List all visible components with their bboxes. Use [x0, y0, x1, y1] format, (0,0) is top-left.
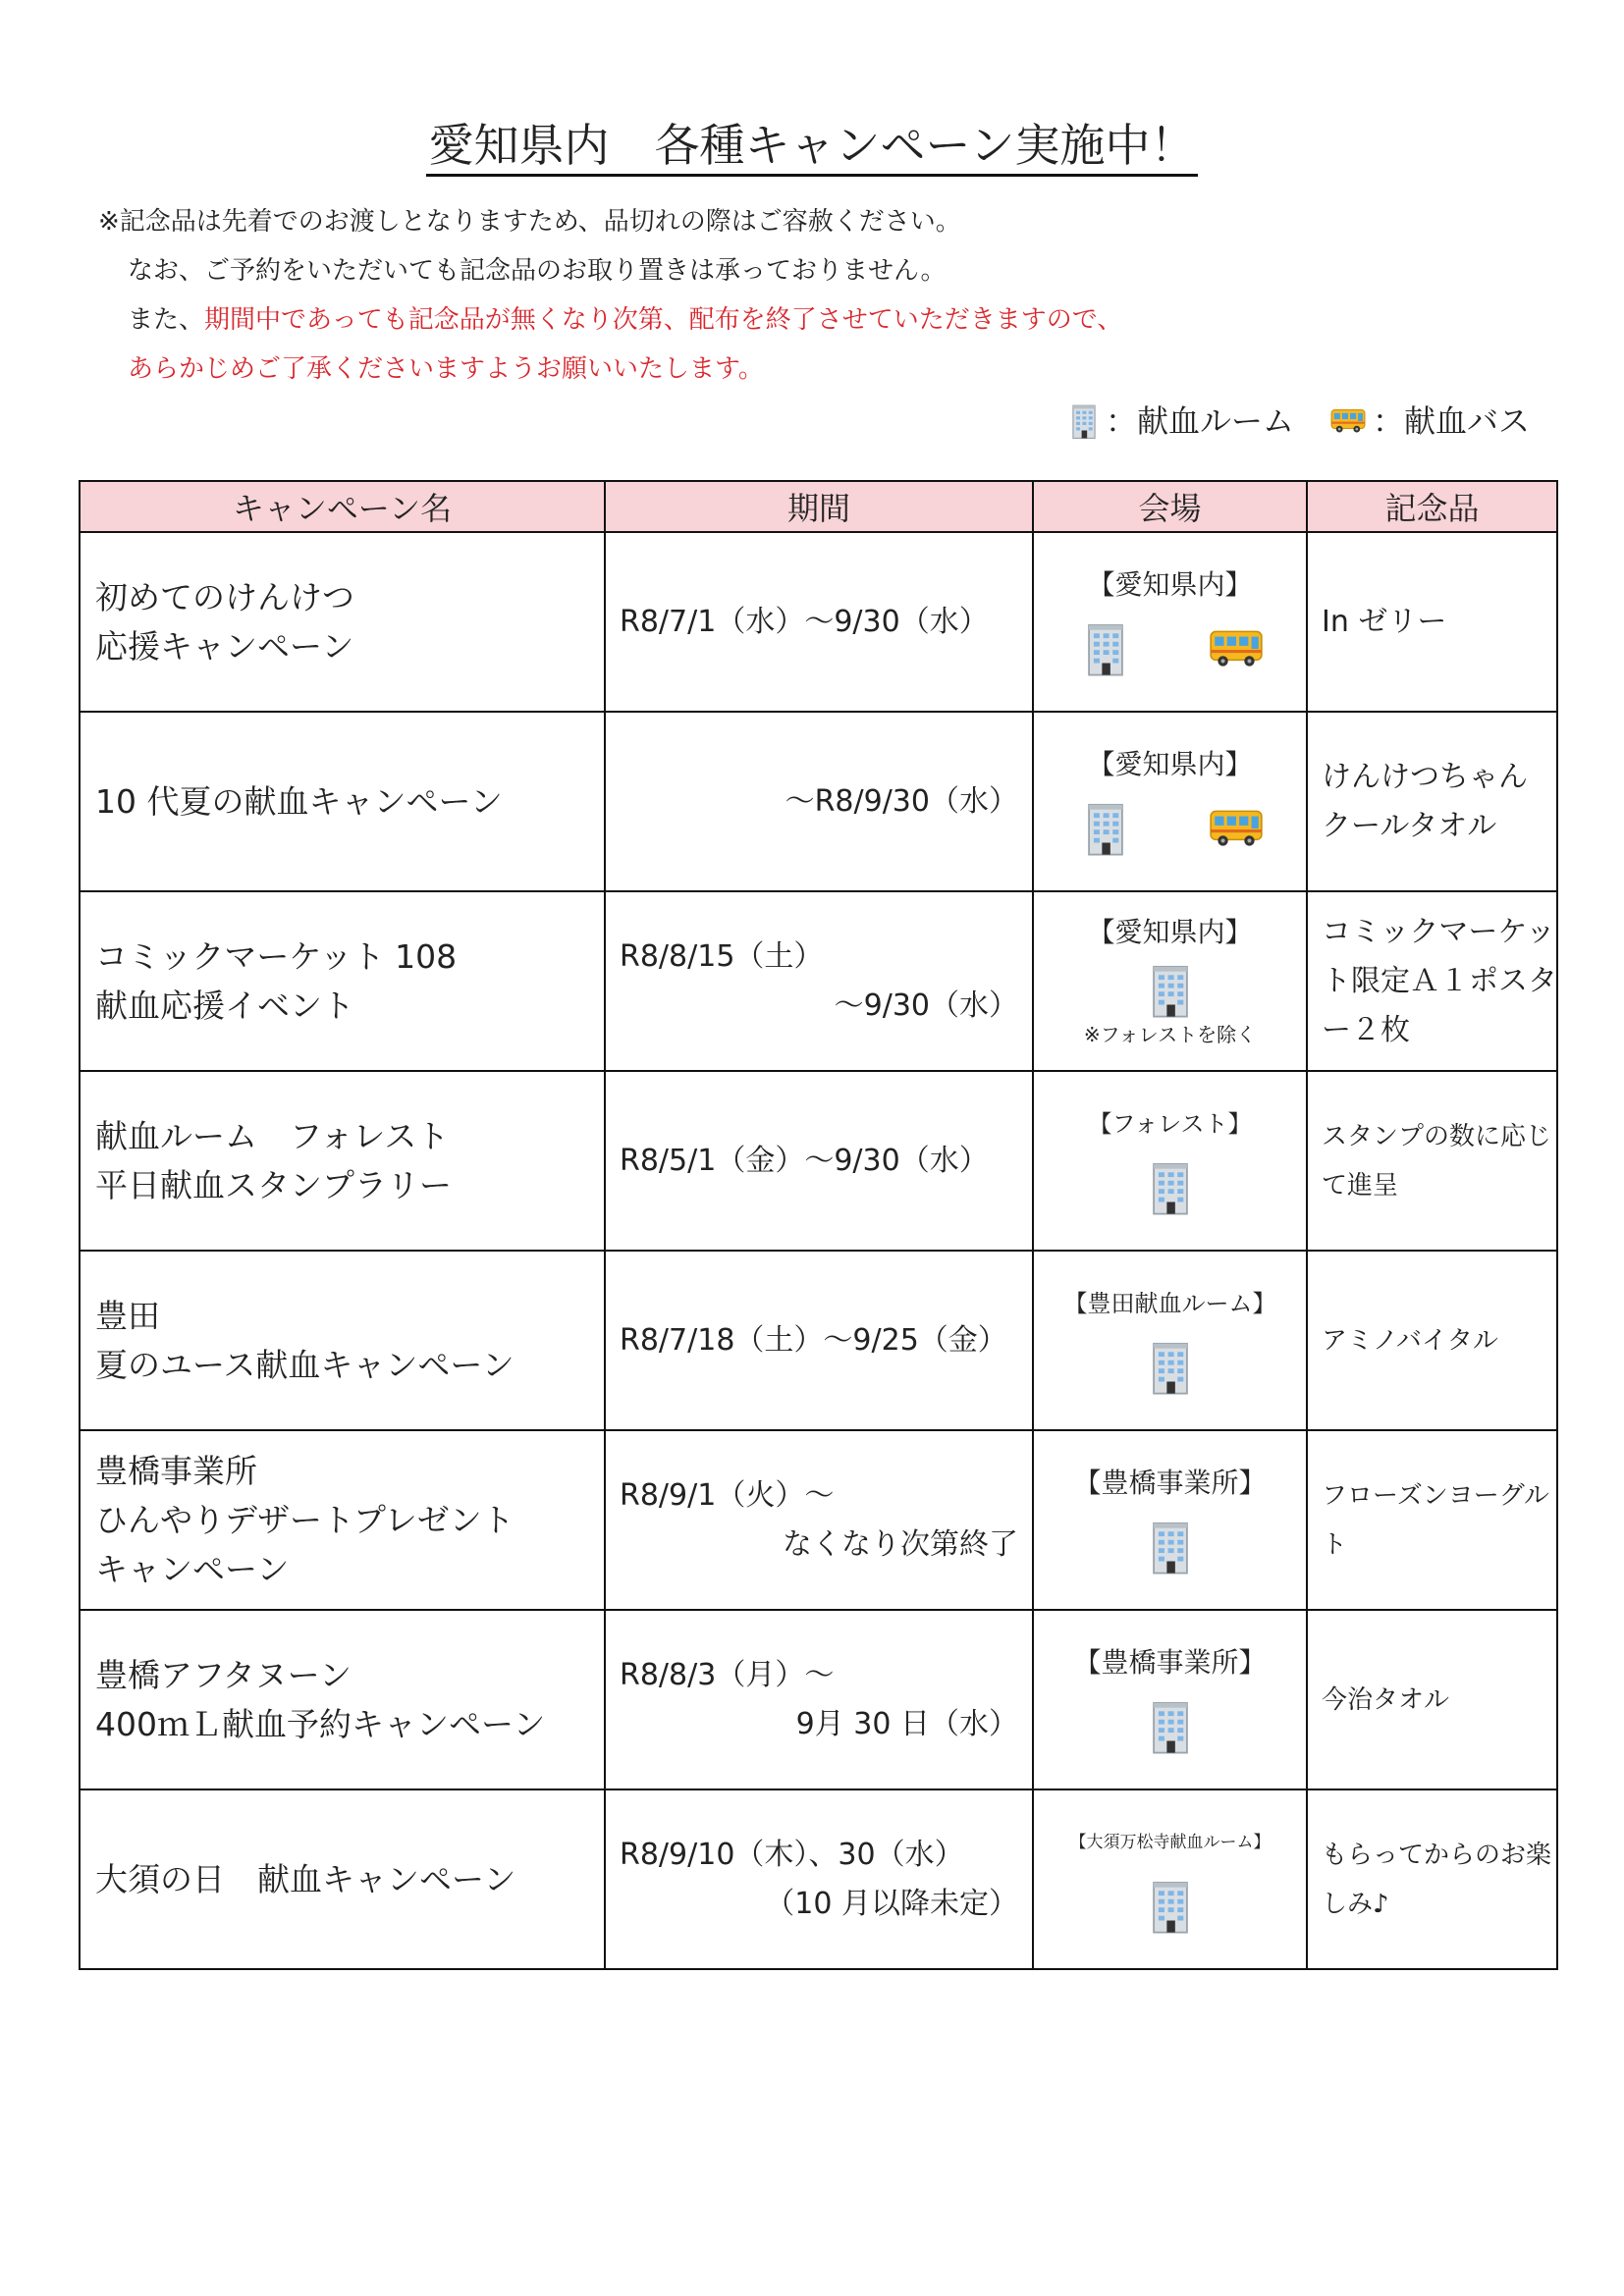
note-line-3 [128, 300, 1122, 340]
gift-cell [1307, 1789, 1557, 1969]
note-line-1: ※記念品は先着でのお渡しとなりますため、品切れの際はご容赦ください。 [98, 207, 961, 237]
venue-cell [1033, 1071, 1307, 1251]
campaign-name-cell [80, 1430, 605, 1610]
period-cell [605, 891, 1033, 1071]
venue-label: 【豊橋事業所】 [1073, 1645, 1267, 1679]
campaign-name-line: コミックマーケット 108 [95, 936, 458, 976]
campaign-name-line: 応援キャンペーン [95, 626, 354, 666]
period-line: R8/9/1（火）～ [620, 1477, 835, 1513]
header-campaign-name: キャンペーン名 [80, 481, 605, 532]
note-line-4: あらかじめご了承くださいますようお願いいたします。 [128, 354, 764, 384]
campaign-name-line: ひんやりデザートプレゼント [95, 1500, 514, 1539]
campaign-name-cell [80, 1789, 605, 1969]
table-row [80, 1251, 1557, 1430]
venue-cell [1033, 1610, 1307, 1789]
gift-line: 今治タオル [1322, 1684, 1450, 1715]
period-line: （10 月以降未定） [765, 1886, 1018, 1921]
venue-cell [1033, 712, 1307, 891]
campaign-name-line: 400ｍＬ献血予約キャンペーン [95, 1704, 546, 1743]
campaign-name-cell [80, 1610, 605, 1789]
gift-line: ー２枚 [1322, 1012, 1410, 1047]
header-venue: 会場 [1033, 481, 1307, 532]
gift-line: アミノバイタル [1322, 1325, 1498, 1356]
page-title: 愛知県内 各種キャンペーン実施中！ [0, 116, 1624, 175]
table-row [80, 1789, 1557, 1969]
building-icon [1146, 1878, 1195, 1935]
campaign-name-line: 10 代夏の献血キャンペーン [95, 781, 503, 821]
venue-label: 【フォレスト】 [1088, 1109, 1252, 1138]
table-row [80, 532, 1557, 712]
period-line: 9月 30 日（水） [795, 1706, 1018, 1741]
gift-cell [1307, 712, 1557, 891]
venue-label: 【愛知県内】 [1087, 915, 1253, 948]
note-line-3-prefix: また、 [128, 305, 205, 335]
period-cell [605, 1430, 1033, 1610]
gift-line: クールタオル [1322, 808, 1497, 843]
period-line: R8/9/10（木）、30（水） [620, 1837, 964, 1872]
building-icon [1146, 1698, 1195, 1755]
legend-bus-label: ：献血バス [1372, 402, 1530, 440]
venue-cell [1033, 891, 1307, 1071]
period-line: R8/5/1（金）～9/30（水） [620, 1143, 989, 1178]
building-icon [1146, 1519, 1195, 1575]
table-row [80, 891, 1557, 1071]
note-line-3-red: 期間中であっても記念品が無くなり次第、配布を終了させていただきますので、 [204, 305, 1123, 335]
gift-cell [1307, 1071, 1557, 1251]
period-cell [605, 1789, 1033, 1969]
campaign-name-line: 献血ルーム フォレスト [95, 1116, 450, 1155]
period-cell [605, 532, 1033, 712]
venue-label: 【豊田献血ルーム】 [1063, 1289, 1276, 1317]
campaign-name-cell [80, 1071, 605, 1251]
bus-icon [1329, 406, 1367, 436]
table-row [80, 712, 1557, 891]
venue-label: 【豊橋事業所】 [1073, 1466, 1267, 1499]
venue-cell [1033, 1430, 1307, 1610]
legend-bus [1329, 399, 1530, 444]
campaign-name-line: 初めてのけんけつ [95, 577, 354, 616]
campaign-name-line: 献血応援イベント [95, 986, 354, 1025]
building-icon [1081, 620, 1130, 677]
header-gift: 記念品 [1307, 481, 1557, 532]
icon-legend [1068, 399, 1530, 444]
gift-line: In ゼリー [1322, 604, 1447, 639]
campaign-name-line: 平日献血スタンプラリー [95, 1165, 452, 1204]
period-cell [605, 1610, 1033, 1789]
building-icon [1146, 1159, 1195, 1216]
legend-room [1068, 399, 1294, 444]
note-line-2: なお、ご予約をいただいても記念品のお取り置きは承っておりません。 [128, 256, 947, 286]
table-row [80, 1430, 1557, 1610]
period-line: なくなり次第終了 [783, 1526, 1018, 1562]
period-cell [605, 712, 1033, 891]
campaign-name-line: キャンペーン [95, 1549, 290, 1588]
header-period: 期間 [605, 481, 1033, 532]
campaign-name-cell [80, 891, 605, 1071]
gift-cell [1307, 1430, 1557, 1610]
venue-cell [1033, 532, 1307, 712]
gift-line: コミックマーケッ [1322, 914, 1555, 949]
period-line: R8/8/3（月）～ [620, 1657, 835, 1692]
gift-line: て進呈 [1322, 1170, 1399, 1201]
venue-label: 【大須万松寺献血ルーム】 [1069, 1832, 1271, 1852]
campaign-name-line: 豊橋アフタヌーン [95, 1655, 352, 1694]
building-icon [1146, 962, 1195, 1019]
bus-icon [1208, 807, 1265, 850]
venue-cell [1033, 1789, 1307, 1969]
table-header-row [80, 481, 1557, 532]
venue-label: 【愛知県内】 [1087, 747, 1253, 780]
bus-icon [1208, 627, 1265, 670]
campaign-name-line: 豊田 [95, 1296, 160, 1335]
period-cell [605, 1251, 1033, 1430]
venue-note: ※フォレストを除く [1083, 1022, 1257, 1046]
gift-line: もらってからのお楽 [1322, 1840, 1552, 1870]
gift-line: スタンプの数に応じ [1322, 1121, 1552, 1151]
gift-line: フローズンヨーグル [1322, 1480, 1549, 1511]
campaign-name-line: 夏のユース献血キャンペーン [95, 1345, 514, 1384]
building-icon [1081, 800, 1130, 857]
building-icon [1068, 402, 1100, 440]
gift-cell [1307, 1251, 1557, 1430]
period-cell [605, 1071, 1033, 1251]
venue-label: 【愛知県内】 [1087, 567, 1253, 601]
period-line: R8/8/15（土） [620, 938, 824, 974]
campaign-name-cell [80, 712, 605, 891]
campaign-name-line: 大須の日 献血キャンペーン [95, 1859, 516, 1898]
period-line: ～9/30（水） [834, 988, 1018, 1023]
gift-cell [1307, 1610, 1557, 1789]
gift-line: けんけつちゃん [1322, 759, 1528, 794]
venue-cell [1033, 1251, 1307, 1430]
gift-line: ト限定Ａ１ポスタ [1322, 963, 1557, 998]
period-line: ～R8/9/30（水） [785, 783, 1018, 819]
building-icon [1146, 1339, 1195, 1396]
gift-line: ト [1322, 1529, 1348, 1560]
table-row [80, 1610, 1557, 1789]
gift-cell [1307, 891, 1557, 1071]
table-row [80, 1071, 1557, 1251]
campaign-name-cell [80, 532, 605, 712]
period-line: R8/7/1（水）～9/30（水） [620, 604, 989, 639]
legend-room-label: ：献血ルーム [1105, 402, 1294, 440]
gift-cell [1307, 532, 1557, 712]
campaign-table [79, 480, 1558, 1970]
gift-line: しみ♪ [1322, 1889, 1389, 1919]
campaign-name-line: 豊橋事業所 [95, 1451, 257, 1490]
period-line: R8/7/18（土）～9/25（金） [620, 1322, 1007, 1358]
campaign-name-cell [80, 1251, 605, 1430]
